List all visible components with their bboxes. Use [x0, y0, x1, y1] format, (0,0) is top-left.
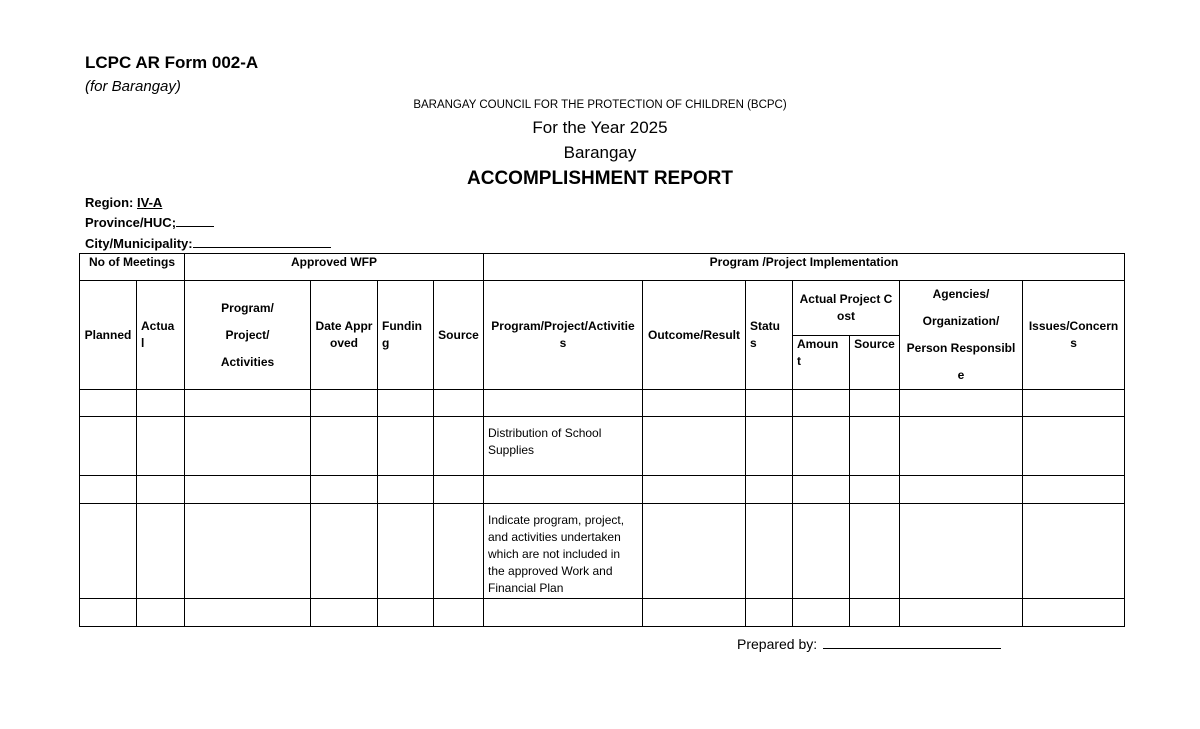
region-field — [85, 195, 162, 210]
ppa-cell: Distribution of School Supplies — [484, 417, 643, 476]
agencies-header — [900, 281, 1023, 390]
agencies-line2: Organization/ — [922, 314, 1000, 328]
council-name: BARANGAY COUNCIL FOR THE PROTECTION OF CHILDREN (BCPC) — [413, 99, 787, 111]
amount-header: Amoun t — [793, 335, 850, 390]
wfp-program-line1: Program/ — [221, 300, 274, 315]
implementation-group-header: Program /Project Implementation — [484, 254, 1125, 281]
table-row — [80, 599, 1125, 627]
wfp-program-line3: Activities — [220, 354, 275, 369]
ppa-cell — [484, 476, 643, 504]
region-label: Region: — [85, 195, 134, 210]
ppa-cell — [484, 599, 643, 627]
actual-cost-header: Actual Project Cost — [793, 281, 900, 336]
prepared-by — [737, 636, 1001, 652]
prepared-by-signature-line — [823, 636, 1001, 649]
barangay-line: Barangay — [563, 143, 637, 162]
funding-header: Fundin g — [378, 281, 434, 390]
city-blank — [193, 236, 331, 248]
province-blank — [176, 215, 214, 227]
form-subtitle: (for Barangay) — [85, 78, 181, 95]
agencies-line3: Person Responsible — [906, 341, 1016, 382]
agencies-line1: Agencies/ — [932, 287, 990, 301]
status-header: Statu s — [746, 281, 793, 390]
form-code: LCPC AR Form 002-A — [85, 53, 259, 72]
outcome-header: Outcome/Result — [643, 281, 746, 390]
issues-header: Issues/Concerns — [1023, 281, 1125, 390]
ppa-cell: Indicate program, project, and activities undertaken which are not included in the approved Work and Financial Plan — [484, 504, 643, 599]
planned-header: Planned — [80, 281, 137, 390]
actual-header: Actua l — [137, 281, 185, 390]
header-row — [80, 281, 1125, 336]
province-field — [85, 215, 214, 230]
wfp-source-header: Source — [434, 281, 484, 390]
year-line: For the Year 2025 — [532, 118, 668, 137]
ppa-header: Program/Project/Activities — [484, 281, 643, 390]
accomplishment-table — [79, 253, 1125, 627]
city-field — [85, 236, 331, 251]
wfp-program-line2: Project/ — [225, 327, 270, 342]
region-value: IV-A — [137, 195, 163, 210]
table-row — [80, 417, 1125, 476]
table-row — [80, 390, 1125, 417]
group-header-row — [80, 254, 1125, 281]
province-label: Province/HUC; — [85, 215, 177, 230]
table-row — [80, 476, 1125, 504]
cost-source-header: Source — [850, 335, 900, 390]
meetings-group-header: No of Meetings — [80, 254, 185, 281]
city-label: City/Municipality: — [85, 236, 193, 251]
report-title: ACCOMPLISHMENT REPORT — [467, 168, 733, 189]
ppa-cell — [484, 390, 643, 417]
prepared-by-label: Prepared by: — [737, 636, 818, 652]
wfp-group-header: Approved WFP — [185, 254, 484, 281]
table-row — [80, 504, 1125, 599]
date-approved-header: Date Approved — [311, 281, 378, 390]
wfp-program-header — [185, 281, 311, 390]
